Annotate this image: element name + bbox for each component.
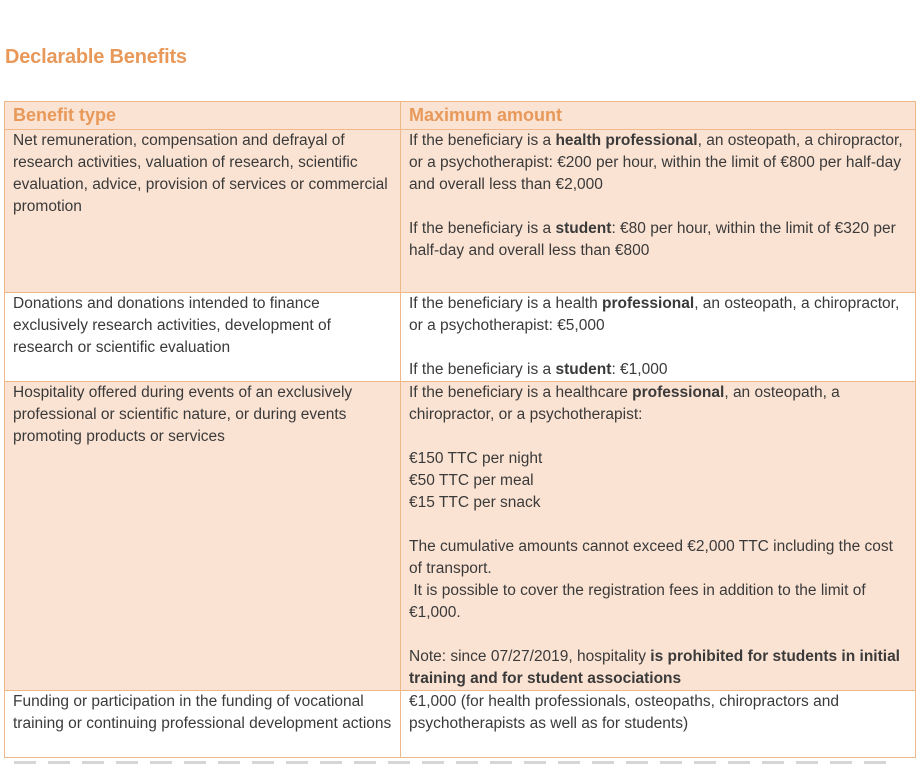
table-header-row	[5, 102, 916, 130]
amount-text: If the beneficiary is a	[409, 132, 556, 149]
benefit-type-text: Donations and donations intended to finance exclusively research activities, development of research or scientific evaluation	[13, 295, 331, 356]
table-row	[5, 130, 916, 293]
amount-paragraph	[409, 359, 907, 381]
amount-paragraph	[409, 130, 907, 196]
amount-emphasis: student	[555, 220, 612, 237]
cut-off-text-line	[14, 756, 894, 764]
students-note	[409, 646, 907, 690]
maximum-amount-cell	[401, 293, 916, 382]
header-benefit-type: Benefit type	[5, 102, 401, 130]
registration-note: It is possible to cover the registration fees in addition to the limit of €1,000.	[409, 582, 870, 621]
table-row	[5, 382, 916, 691]
benefit-type-text: Net remuneration, compensation and defrayal of research activities, valuation of research, scientific evaluation, advice, provision of services or commercial promotion	[13, 132, 388, 215]
amount-emphasis: professional	[602, 295, 695, 312]
maximum-amount-cell	[401, 691, 916, 758]
amount-text: If the beneficiary is a	[409, 220, 556, 237]
night-rate: €150 TTC per night	[409, 450, 543, 467]
table-row	[5, 691, 916, 758]
amount-emphasis: student	[555, 361, 612, 378]
page-title: Declarable Benefits	[5, 46, 187, 68]
meal-rate: €50 TTC per meal	[409, 472, 534, 489]
header-maximum-amount: Maximum amount	[401, 102, 916, 130]
maximum-amount-cell	[401, 382, 916, 691]
cumulative-note: The cumulative amounts cannot exceed €2,000 TTC including the cost of transport.	[409, 538, 893, 577]
benefit-type-cell	[5, 293, 401, 382]
maximum-amount-cell	[401, 130, 916, 293]
amount-text: : €80 per hour, within the limit of €320 per half-day and overall less than €800	[409, 220, 896, 259]
amount-paragraph	[409, 218, 907, 262]
benefits-table	[4, 101, 916, 758]
amount-paragraph	[409, 382, 907, 426]
benefit-type-text: Funding or participation in the funding of vocational training or continuing professional development actions	[13, 693, 392, 732]
benefit-type-cell	[5, 691, 401, 758]
amount-text: , an osteopath, a chiropractor, or a psychotherapist: €5,000	[409, 295, 900, 334]
amount-text: If the beneficiary is a healthcare	[409, 384, 633, 401]
amount-text: If the beneficiary is a	[409, 361, 556, 378]
amount-emphasis: health professional	[555, 132, 698, 149]
amount-text: : €1,000	[611, 361, 668, 378]
amount-text: If the beneficiary is a health	[409, 295, 603, 312]
amount-text: Note: since 07/27/2019, hospitality	[409, 648, 651, 665]
amount-paragraph: €1,000 (for health professionals, osteopaths, chiropractors and psychotherapists as well as for students)	[409, 693, 839, 732]
table-row	[5, 293, 916, 382]
benefit-type-cell	[5, 130, 401, 293]
benefit-type-cell	[5, 382, 401, 691]
benefit-type-text: Hospitality offered during events of an exclusively professional or scientific nature, or during events promoting products or services	[13, 384, 353, 445]
amount-paragraph	[409, 293, 907, 337]
amount-text: , an osteopath, a chiropractor, or a psychotherapist:	[409, 384, 840, 423]
amount-emphasis: is prohibited for students in initial training and for student associations	[409, 648, 900, 687]
snack-rate: €15 TTC per snack	[409, 494, 541, 511]
amount-emphasis: professional	[632, 384, 725, 401]
amount-text: , an osteopath, a chiropractor, or a psychotherapist: €200 per hour, within the limit of €800 per half-day and overall less than €2,000	[409, 132, 903, 193]
